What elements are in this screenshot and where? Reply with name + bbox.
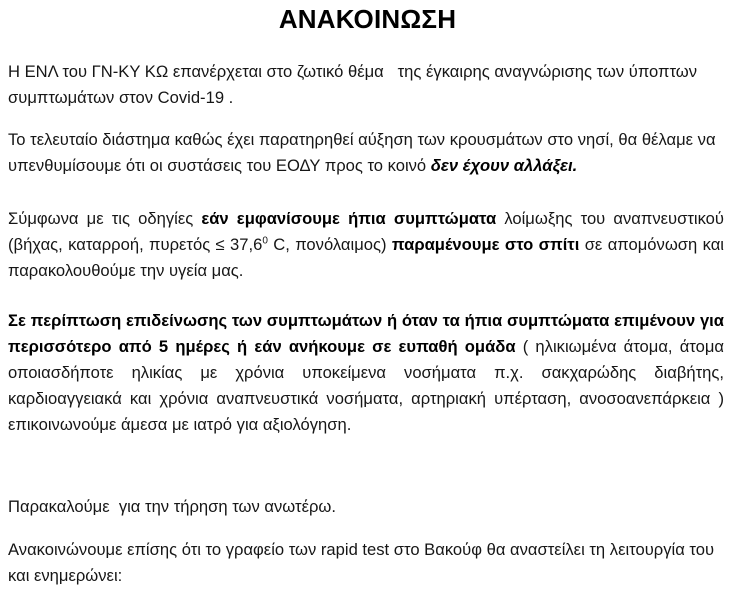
mild-emphasis: εάν εμφανίσουμε ήπια συμπτώματα [201, 209, 497, 228]
worsening-emphasis: Σε περίπτωση επιδείνωσης των συμπτωμάτων ή όταν τα ήπια συμπτώματα επιμένουν για περισσότερο από 5 ημέρες ή εάν ανήκουμε σε ευπαθή ομάδα [8, 311, 729, 356]
page-title: ΑΝΑΚΟΙΝΩΣΗ [278, 4, 457, 34]
paragraph-worsening [8, 308, 729, 438]
mild-text-1: Σύμφωνα με τις οδηγίες [8, 209, 202, 228]
stay-home-emphasis: παραμένουμε στο σπίτι [391, 235, 580, 254]
paragraph-intro [8, 59, 724, 111]
mild-text-4: σε απομόνωση και παρακολουθούμε την υγεία μας. [8, 235, 729, 280]
paragraph-compliance [8, 494, 724, 520]
compliance-text: Παρακαλούμε για την τήρηση των ανωτέρω. [8, 497, 336, 516]
cases-text: Το τελευταίο διάστημα καθώς έχει παρατηρηθεί αύξηση των κρουσμάτων στο νησί, θα θέλαμε να υπενθυμίσουμε ότι οι συστάσεις του ΕΟΔΥ προς το κοινό [8, 130, 721, 175]
worsening-text: ( ηλικιωμένα άτομα, άτομα οποιασδήποτε ηλικίας με χρόνια υποκείμενα νοσήματα π.χ. σακχαρώδης διαβήτης, καρδιοαγγειακά και χρόνια αναπνευστικά νοσήματα, αρτηριακή υπέρταση, ανοσοανεπάρκεια ) επικοινωνούμε άμεσα με ιατρό για αξιολόγηση. [8, 337, 729, 434]
mild-text-2: λοίμωξης του αναπνευστικού (βήχας, καταρροή, πυρετός ≤ 37,6 [8, 209, 729, 254]
degree-superscript: 0 [262, 235, 268, 247]
paragraph-rapid-test [8, 537, 724, 589]
paragraph-cases [8, 127, 724, 179]
intro-text: Η ΕΝΛ του ΓΝ-ΚΥ ΚΩ επανέρχεται στο ζωτικό θέμα της έγκαιρης αναγνώρισης των ύποπτων συμπτωμάτων στον Covid-19 . [8, 62, 702, 107]
rapid-test-text: Ανακοινώνουμε επίσης ότι το γραφείο των rapid test στο Βακούφ θα αναστείλει τη λειτουργία του και ενημερώνει: [8, 540, 719, 585]
unchanged-emphasis: δεν έχουν αλλάξει. [430, 156, 578, 175]
paragraph-mild-symptoms [8, 206, 729, 284]
mild-text-3: C, πονόλαιμος) [267, 235, 392, 254]
